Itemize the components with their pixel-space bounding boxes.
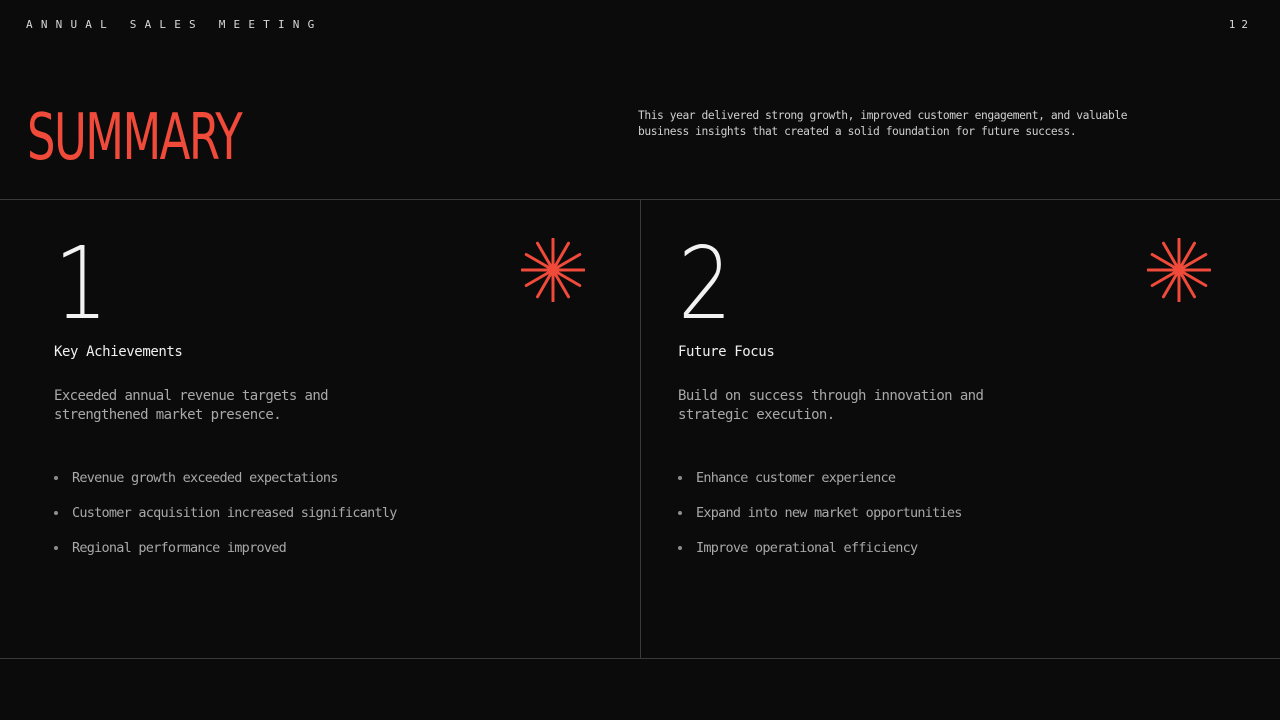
list-item — [54, 503, 397, 538]
panel-number: 1 — [54, 225, 109, 342]
list-item-text: Customer acquisition increased significantly — [72, 505, 397, 521]
list-item-text: Expand into new market opportunities — [696, 505, 962, 521]
panel-future-focus — [641, 200, 1280, 658]
bullet-dot-icon — [678, 476, 682, 480]
panel-description: Exceeded annual revenue targets and strengthened market presence. — [54, 388, 329, 423]
list-item — [678, 503, 962, 538]
list-item-text: Improve operational efficiency — [696, 540, 918, 556]
list-item — [678, 538, 962, 573]
bullet-dot-icon — [678, 546, 682, 550]
list-item — [54, 468, 397, 503]
list-item-text: Regional performance improved — [72, 540, 286, 556]
bottom-divider — [0, 658, 1280, 659]
bullet-dot-icon — [54, 511, 58, 515]
bullet-dot-icon — [54, 476, 58, 480]
summary-intro: This year delivered strong growth, improved customer engagement, and valuable business insights that created a solid foundation for future success. — [638, 109, 1128, 138]
bullet-list — [678, 468, 962, 573]
meeting-label: ANNUAL SALES MEETING — [26, 18, 323, 31]
list-item — [54, 538, 397, 573]
panel-key-achievements — [0, 200, 640, 658]
bullet-dot-icon — [678, 511, 682, 515]
panel-description: Build on success through innovation and strategic execution. — [678, 388, 984, 423]
bullet-dot-icon — [54, 546, 58, 550]
page-title: SUMMARY — [27, 101, 242, 175]
asterisk-star-icon — [521, 238, 585, 302]
panel-heading: Key Achievements — [54, 344, 183, 360]
asterisk-star-icon — [1147, 238, 1211, 302]
list-item — [678, 468, 962, 503]
panel-heading: Future Focus — [678, 344, 775, 360]
page-number: 12 — [1228, 18, 1254, 31]
list-item-text: Revenue growth exceeded expectations — [72, 470, 338, 486]
bullet-list — [54, 468, 397, 573]
panel-number: 2 — [678, 225, 733, 342]
list-item-text: Enhance customer experience — [696, 470, 896, 486]
